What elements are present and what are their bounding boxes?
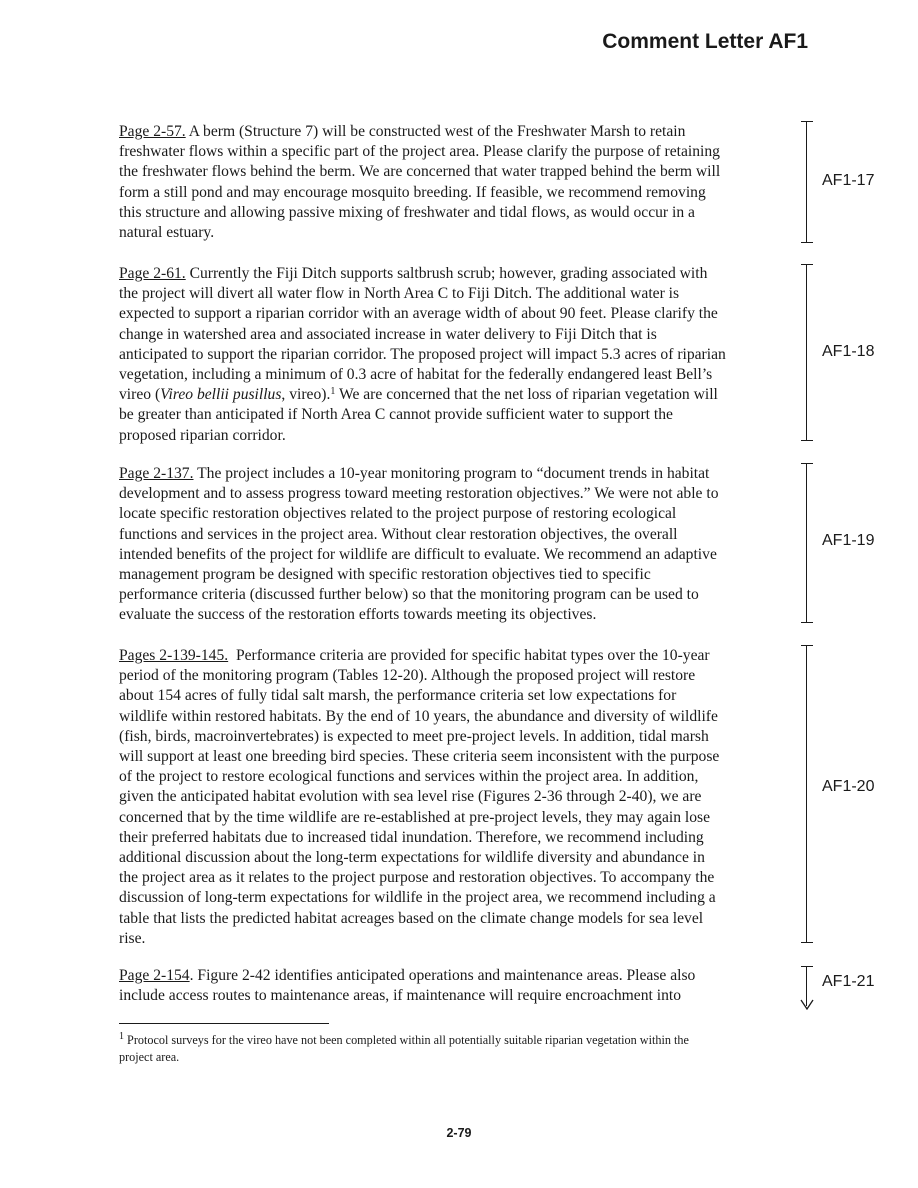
page-number: 2-79	[446, 1126, 472, 1140]
footnote-marker: 1	[119, 1031, 124, 1042]
footnote-line: project area.	[119, 1050, 180, 1064]
paragraph-line: natural estuary.	[119, 224, 215, 242]
page-reference: Page 2-61.	[119, 265, 186, 282]
paragraph-line: form a still pond and may encourage mosquito breeding. If feasible, we recommend removing	[119, 183, 706, 201]
paragraph-line: be greater than anticipated if North Area C cannot provide sufficient water to support the	[119, 406, 673, 424]
paragraph-line: functions and services in the project area. Without clear restoration objectives, the overall	[119, 525, 678, 543]
comment-bracket-af1-17	[800, 121, 814, 243]
comment-code-af1-18: AF1-18	[822, 343, 875, 360]
paragraph-line: freshwater flows within a specific part of the project area. Please clarify the purpose of retaining	[119, 143, 720, 161]
paragraph-line: locate specific restoration objectives related to the project purpose of restoring ecological	[119, 505, 677, 523]
page-reference: Pages 2-139-145.	[119, 647, 229, 664]
comment-paragraph-af1-17	[119, 122, 801, 243]
comment-bracket-af1-18	[800, 264, 814, 441]
paragraph-line: (fish, birds, macroinvertebrates) is expected to meet pre-project levels. In addition, tidal marsh	[119, 727, 709, 745]
paragraph-line: rise.	[119, 929, 146, 947]
footnote-line: $^1$ Protocol surveys for the vireo have not been completed within all potentially suitable riparian vegetation within the	[119, 1031, 689, 1047]
paragraph-line: the project area as it relates to the project purpose and restoration objectives. To accompany the	[119, 869, 715, 887]
continuation-arrow-icon	[800, 996, 814, 1010]
paragraph-line: will support at least one breeding bird species. These criteria seem inconsistent with the purpose	[119, 748, 720, 766]
paragraph-line: concerned that by the time wildlife are re-established at pre-project levels, they may again lose	[119, 808, 711, 826]
paragraph-line: of the project to restore ecological functions and services within the project area. In addition,	[119, 768, 699, 786]
paragraph-line: the freshwater flows behind the berm. We are concerned that water trapped behind the berm will	[119, 163, 721, 181]
paragraph-line: Page 2-57. A berm (Structure 7) will be constructed west of the Freshwater Marsh to retain	[119, 123, 686, 140]
paragraph-line: this structure and allowing passive mixing of freshwater and tidal flows, as would occur in a	[119, 203, 695, 221]
paragraph-line: intended benefits of the project for wildlife are difficult to evaluate. We recommend an adaptive	[119, 545, 717, 563]
comment-paragraph-af1-21	[119, 966, 801, 1006]
paragraph-line: Page 2-154. Figure 2-42 identifies anticipated operations and maintenance areas. Please also	[119, 967, 696, 984]
paragraph-line: development and to assess progress toward meeting restoration objectives.” We were not able to	[119, 485, 719, 503]
comment-bracket-af1-20	[800, 645, 814, 943]
paragraph-line: about 154 acres of fully tidal salt marsh, the performance criteria set low expectations for	[119, 687, 677, 705]
page-reference: Page 2-57.	[119, 123, 186, 140]
species-name: Vireo bellii pusillus	[160, 386, 282, 404]
paragraph-line: discussion of long-term expectations for wildlife in the project area, we recommend including a	[119, 889, 716, 907]
paragraph-line: Pages 2-139-145. Performance criteria are provided for specific habitat types over the 10-year	[119, 647, 710, 664]
paragraph-line: vireo (Vireo bellii pusillus, vireo).$^1$ We are concerned that the net loss of riparian vegetation will	[119, 386, 718, 404]
paragraph-line: expected to support a riparian corridor with an average width of about 90 feet. Please clarify the	[119, 305, 718, 323]
paragraph-line: period of the monitoring program (Tables 12-20). Although the proposed project will restore	[119, 667, 696, 685]
paragraph-line: change in watershed area and associated increase in water delivery to Fiji Ditch that is	[119, 325, 657, 343]
paragraph-line: vegetation, including a minimum of 0.3 acre of habitat for the federally endangered least Bell’s	[119, 366, 713, 384]
comment-bracket-af1-21	[800, 966, 814, 1008]
page-title: Comment Letter AF1	[602, 30, 808, 53]
paragraph-line: wildlife within restored habitats. By the end of 10 years, the abundance and diversity of wildlife	[119, 707, 718, 725]
paragraph-line: the project will divert all water flow in North Area C to Fiji Ditch. The additional water is	[119, 285, 680, 303]
paragraph-line: additional discussion about the long-term expectations for wildlife diversity and abundance in	[119, 849, 705, 867]
page-reference: Page 2-137.	[119, 465, 194, 482]
comment-paragraph-af1-19	[119, 464, 801, 626]
footnote-marker: 1	[330, 386, 336, 398]
paragraph-line: evaluate the success of the restoration efforts towards meeting its objectives.	[119, 606, 597, 624]
comment-bracket-af1-19	[800, 463, 814, 623]
paragraph-line: Page 2-61. Currently the Fiji Ditch supports saltbrush scrub; however, grading associated with	[119, 265, 708, 282]
footnote-separator	[119, 1023, 329, 1024]
paragraph-line: table that lists the predicted habitat acreages based on the climate change models for sea level	[119, 909, 704, 927]
comment-paragraph-af1-20	[119, 646, 801, 949]
paragraph-line: performance criteria (discussed further below) so that the monitoring program can be used to	[119, 586, 699, 604]
paragraph-line: given the anticipated habitat evolution with sea level rise (Figures 2-36 through 2-40), we are	[119, 788, 702, 806]
page-reference: Page 2-154	[119, 967, 190, 984]
comment-code-af1-21: AF1-21	[822, 973, 875, 990]
comment-code-af1-19: AF1-19	[822, 532, 875, 549]
comment-paragraph-af1-18	[119, 264, 801, 446]
paragraph-line: their preferred habitats due to increased tidal inundation. Therefore, we recommend including	[119, 828, 704, 846]
paragraph-line: proposed riparian corridor.	[119, 426, 286, 444]
footnote	[119, 1032, 809, 1066]
paragraph-line: anticipated to support the riparian corridor. The proposed project will impact 5.3 acres of riparian	[119, 345, 726, 363]
comment-code-af1-20: AF1-20	[822, 778, 875, 795]
comment-code-af1-17: AF1-17	[822, 172, 875, 189]
paragraph-line: Page 2-137. The project includes a 10-year monitoring program to “document trends in habitat	[119, 465, 710, 482]
paragraph-line: include access routes to maintenance areas, if maintenance will require encroachment into	[119, 987, 681, 1005]
paragraph-line: management program be designed with specific restoration objectives tied to specific	[119, 566, 651, 584]
